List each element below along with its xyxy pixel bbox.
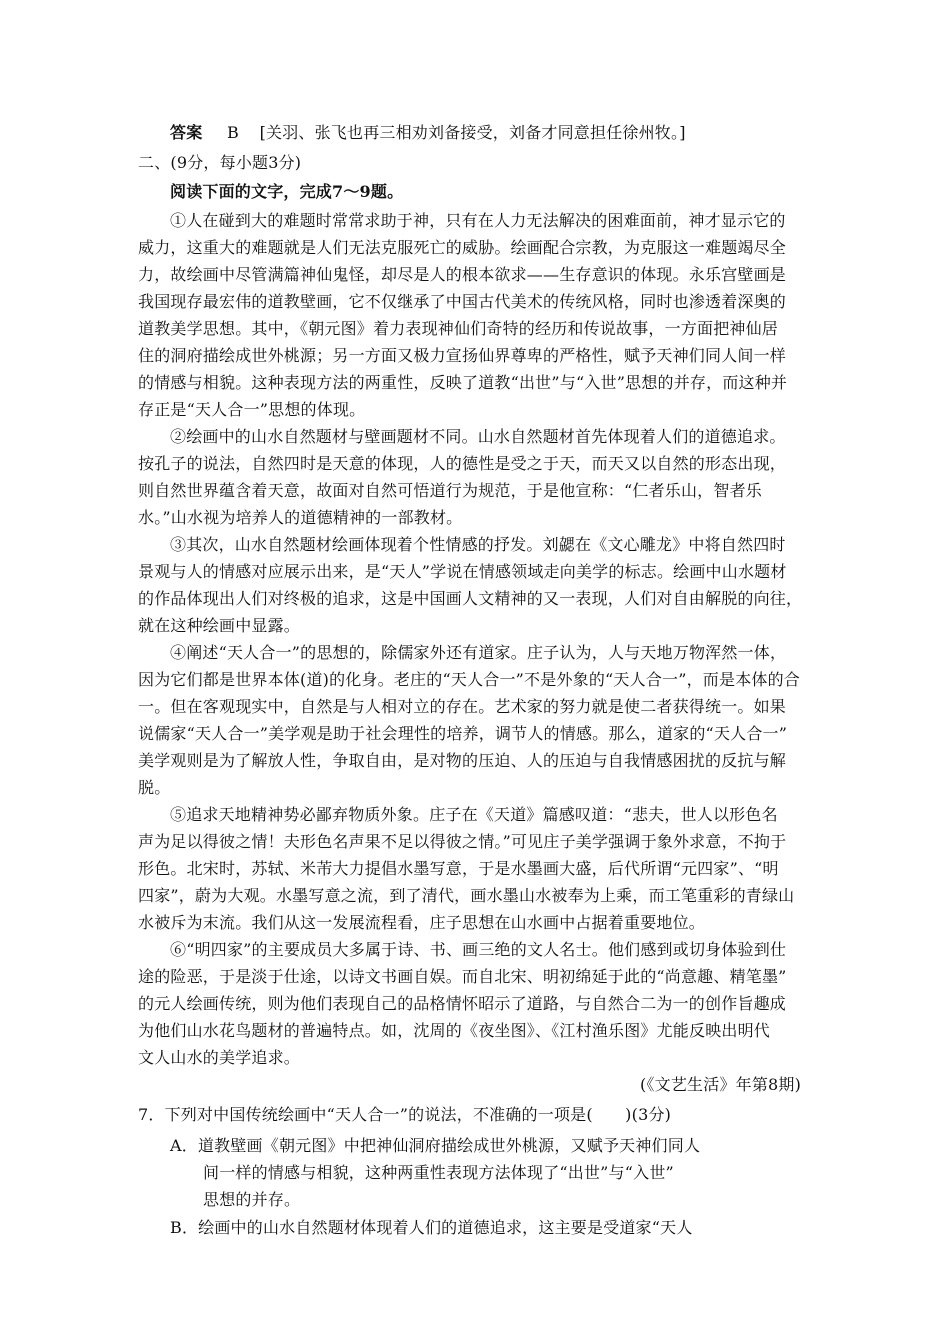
passage-line: ③其次，山水自然题材绘画体现着个性情感的抒发。刘勰在《文心雕龙》中将自然四时 [170, 535, 786, 554]
passage-line: 文人山水的美学追求。 [138, 1048, 301, 1067]
passage-line: 就在这种绘画中显露。 [138, 616, 301, 635]
passage-line: 的作品体现出人们对终极的追求，这是中国画人文精神的又一表现，人们对自由解脱的向往， [138, 589, 803, 608]
answer-letter: B [227, 123, 239, 142]
option-a-continuation: 间一样的情感与相貌，这种两重性表现方法体现了“出世”与“入世” [203, 1163, 674, 1182]
passage-line: 道教美学思想。其中，《朝元图》着力表现神仙们奇特的经历和传说故事，一方面把神仙居 [138, 319, 779, 338]
passage-line: 水被斥为末流。我们从这一发展流程看，庄子思想在山水画中占据着重要地位。 [138, 913, 706, 932]
passage-line: 威力，这重大的难题就是人们无法克服死亡的威胁。绘画配合宗教，为克服这一难题竭尽全 [138, 238, 787, 257]
passage-line: 说儒家“天人合一”美学观是助于社会理性的培养，调节人的情感。那么，道家的“天人合一” [138, 724, 788, 743]
passage-line: 则自然世界蕴含着天意，故面对自然可悟道行为规范，于是他宣称：“仁者乐山，智者乐 [138, 481, 762, 500]
passage-line: 途的险恶，于是淡于仕途，以诗文书画自娱。而自北宋、明初绵延于此的“尚意趣、精笔墨” [138, 967, 787, 986]
option-b: B．绘画中的山水自然题材体现着人们的道德追求，这主要是受道家“天人 [170, 1218, 693, 1237]
answer-explanation: [关羽、张飞也再三相劝刘备接受，刘备才同意担任徐州牧。] [259, 123, 686, 142]
answer-label: 答案 [170, 123, 203, 142]
passage-line: 存正是“天人合一”思想的体现。 [138, 400, 366, 419]
passage-line: 的元人绘画传统，则为他们表现自己的品格情怀昭示了道路，与自然合二为一的创作旨趣成 [138, 994, 787, 1013]
passage-line: 声为足以得彼之情！夫形色名声果不足以得彼之情。”可见庄子美学强调于象外求意，不拘于 [138, 832, 787, 851]
option-a: A．道教壁画《朝元图》中把神仙洞府描绘成世外桃源，又赋予天神们同人 [170, 1136, 701, 1155]
reading-instruction: 阅读下面的文字，完成7～9题。 [170, 182, 404, 201]
section-heading: 二、(9分，每小题3分) [138, 153, 302, 172]
passage-line: 力，故绘画中尽管满篇神仙鬼怪，却尽是人的根本欲求——生存意识的体现。永乐宫壁画是 [138, 265, 787, 284]
passage-line: ②绘画中的山水自然题材与壁画题材不同。山水自然题材首先体现着人们的道德追求。 [170, 427, 786, 446]
passage-line: 水。”山水视为培养人的道德精神的一部教材。 [138, 508, 463, 527]
passage-line: 一。但在客观现实中，自然是与人相对立的存在。艺术家的努力就是使二者获得统一。如果 [138, 697, 787, 716]
passage-line: 按孔子的说法，自然四时是天意的体现，人的德性是受之于天，而天又以自然的形态出现， [138, 454, 787, 473]
passage-line: 为他们山水花鸟题材的普遍特点。如，沈周的《夜坐图》、《江村渔乐图》尤能反映出明代 [138, 1021, 771, 1040]
source-citation: (《文艺生活》年第8期) [640, 1075, 802, 1094]
passage-line: ⑥“明四家”的主要成员大多属于诗、书、画三绝的文人名士。他们感到或切身体验到仕 [170, 940, 787, 959]
passage-line: 美学观则是为了解放人性，争取自由，是对物的压迫、人的压迫与自我情感困扰的反抗与解 [138, 751, 787, 770]
passage-line: 形色。北宋时，苏轼、米芾大力提倡水墨写意，于是水墨画大盛，后代所谓“元四家”、“明 [138, 859, 779, 878]
passage-line: ④阐述“天人合一”的思想的，除儒家外还有道家。庄子认为，人与天地万物浑然一体， [170, 643, 787, 662]
option-a-continuation: 思想的并存。 [203, 1190, 301, 1209]
passage-line: ①人在碰到大的难题时常常求助于神，只有在人力无法解决的困难面前，神才显示它的 [170, 211, 786, 230]
question-stem: 7．下列对中国传统绘画中“天人合一”的说法，不准确的一项是( )(3分) [138, 1105, 672, 1124]
passage-line: 脱。 [138, 778, 171, 797]
passage-line: 住的洞府描绘成世外桃源；另一方面又极力宣扬仙界尊卑的严格性，赋予天神们同人间一样 [138, 346, 787, 365]
passage-line: 景观与人的情感对应展示出来，是“天人”学说在情感领域走向美学的标志。绘画中山水题材 [138, 562, 787, 581]
passage-line: 因为它们都是世界本体(道)的化身。老庄的“天人合一”不是外象的“天人合一”，而是本体的合 [138, 670, 801, 689]
answer-line [170, 121, 686, 145]
passage-line: 的情感与相貌。这种表现方法的两重性，反映了道教“出世”与“入世”思想的并存，而这种并 [138, 373, 788, 392]
passage-line: 我国现存最宏伟的道教壁画，它不仅继承了中国古代美术的传统风格，同时也渗透着深奥的 [138, 292, 787, 311]
passage-line: ⑤追求天地精神势必鄙弃物质外象。庄子在《天道》篇感叹道：“悲夫，世人以形色名 [170, 805, 778, 824]
passage-line: 四家”，蔚为大观。水墨写意之流，到了清代，画水墨山水被奉为上乘，而工笔重彩的青绿山 [138, 886, 795, 905]
